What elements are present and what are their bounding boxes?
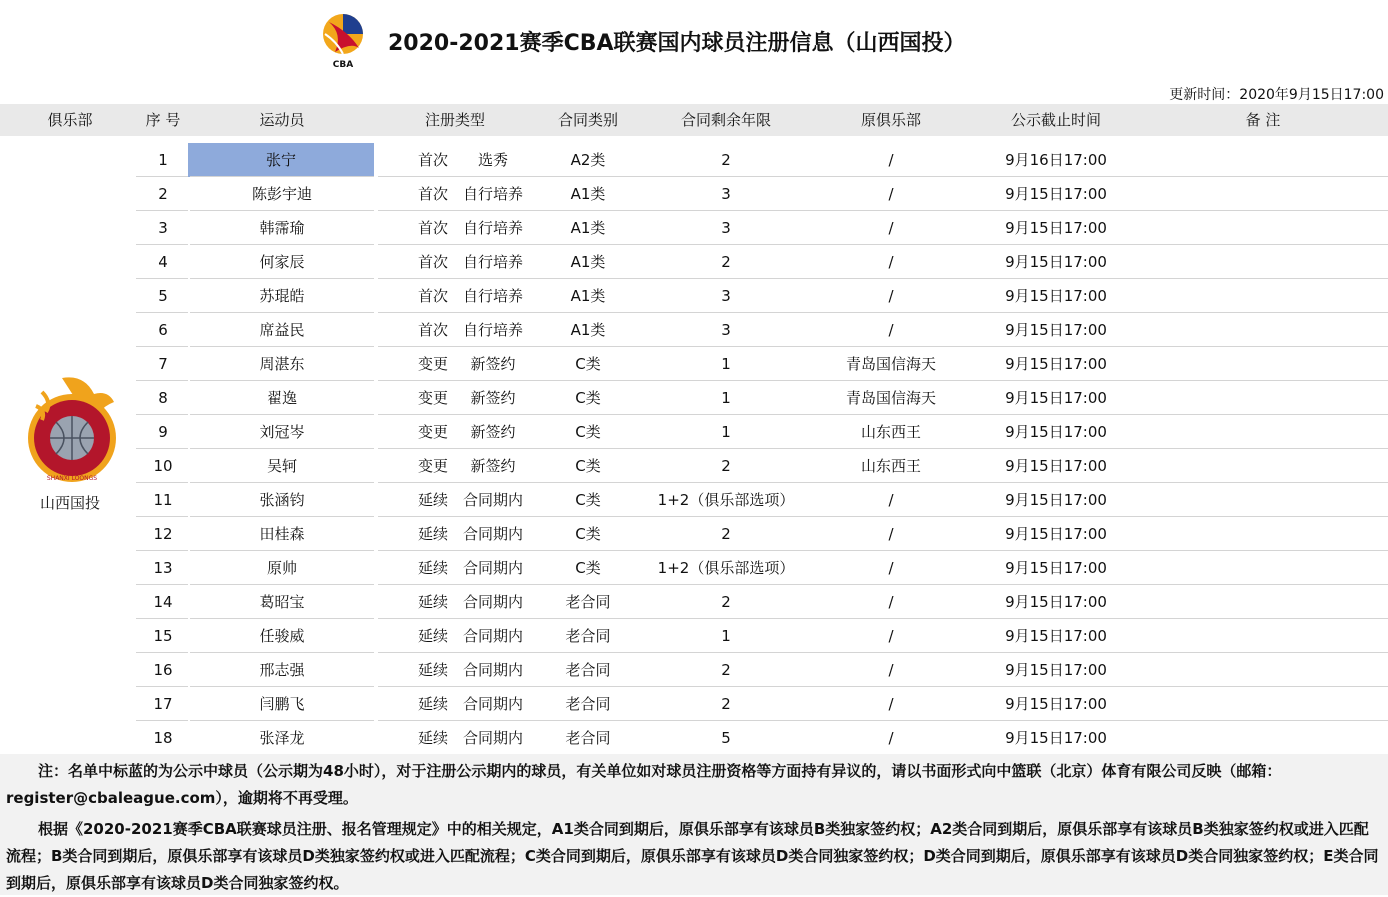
row-years: 2 — [721, 661, 731, 679]
row-player: 田桂森 — [259, 525, 305, 543]
row-contract-type: A2类 — [570, 151, 606, 169]
row-reg-type-2: 合同期内 — [462, 627, 523, 645]
row-num: 14 — [153, 593, 173, 611]
table-row — [0, 551, 1388, 585]
row-contract-type: 老合同 — [565, 661, 611, 679]
row-contract-type: A1类 — [570, 287, 606, 305]
col-player: 运动员 — [259, 111, 305, 129]
col-num: 序 号 — [145, 111, 181, 129]
row-deadline: 9月16日17:00 — [1005, 151, 1107, 169]
table-row — [0, 245, 1388, 279]
row-player: 任骏威 — [259, 627, 305, 645]
row-player: 韩霈瑜 — [259, 219, 305, 237]
row-deadline: 9月15日17:00 — [1005, 559, 1107, 577]
row-contract-type: C类 — [575, 457, 601, 475]
row-contract-type: C类 — [575, 355, 601, 373]
row-deadline: 9月15日17:00 — [1005, 457, 1107, 475]
page-title: 2020-2021赛季CBA联赛国内球员注册信息（山西国投） — [388, 31, 966, 56]
table-header — [0, 104, 1388, 136]
row-contract-type: 老合同 — [565, 627, 611, 645]
row-contract-type: A1类 — [570, 321, 606, 339]
row-deadline: 9月15日17:00 — [1005, 423, 1107, 441]
table-row — [0, 483, 1388, 517]
row-player: 葛昭宝 — [259, 593, 305, 611]
row-reg-type-1: 延续 — [417, 559, 448, 577]
row-reg-type-2: 新签约 — [470, 355, 516, 373]
row-reg-type-1: 延续 — [417, 593, 448, 611]
row-reg-type-1: 变更 — [417, 355, 448, 373]
row-num: 18 — [153, 729, 173, 747]
row-deadline: 9月15日17:00 — [1005, 219, 1107, 237]
row-orig-club: 青岛国信海天 — [845, 355, 936, 373]
row-years: 1 — [721, 355, 731, 373]
row-player: 周湛东 — [259, 355, 305, 373]
row-reg-type-1: 延续 — [417, 627, 448, 645]
row-orig-club: / — [888, 559, 894, 577]
table-row — [0, 313, 1388, 347]
row-reg-type-1: 变更 — [417, 389, 448, 407]
cba-logo-icon — [321, 12, 365, 70]
col-club: 俱乐部 — [47, 111, 93, 129]
row-contract-type: C类 — [575, 559, 601, 577]
col-deadline: 公示截止时间 — [1010, 111, 1101, 129]
row-years: 3 — [721, 219, 731, 237]
row-deadline: 9月15日17:00 — [1005, 661, 1107, 679]
row-reg-type-1: 延续 — [417, 525, 448, 543]
row-orig-club: / — [888, 321, 894, 339]
row-years: 1 — [721, 423, 731, 441]
row-deadline: 9月15日17:00 — [1005, 287, 1107, 305]
update-time: 更新时间：2020年9月15日17:00 — [1169, 87, 1384, 103]
row-orig-club: / — [888, 627, 894, 645]
row-years: 2 — [721, 593, 731, 611]
row-num: 7 — [158, 355, 168, 373]
row-deadline: 9月15日17:00 — [1005, 695, 1107, 713]
row-contract-type: 老合同 — [565, 729, 611, 747]
row-years: 3 — [721, 287, 731, 305]
row-years: 3 — [721, 185, 731, 203]
row-reg-type-2: 自行培养 — [462, 253, 523, 271]
row-num: 6 — [158, 321, 168, 339]
row-orig-club: 山东西王 — [860, 423, 921, 441]
row-orig-club: / — [888, 661, 894, 679]
row-player: 张宁 — [188, 143, 374, 177]
row-reg-type-2: 选秀 — [477, 151, 508, 169]
col-reg-type: 注册类型 — [424, 111, 485, 129]
row-player: 张泽龙 — [259, 729, 305, 747]
table-row — [0, 415, 1388, 449]
row-years: 2 — [721, 457, 731, 475]
row-years: 1+2（俱乐部选项） — [657, 491, 795, 509]
row-reg-type-2: 新签约 — [470, 389, 516, 407]
row-player: 刘冠岑 — [259, 423, 305, 441]
row-deadline: 9月15日17:00 — [1005, 729, 1107, 747]
row-years: 3 — [721, 321, 731, 339]
row-orig-club: / — [888, 729, 894, 747]
row-deadline: 9月15日17:00 — [1005, 389, 1107, 407]
row-orig-club: / — [888, 525, 894, 543]
row-num: 4 — [158, 253, 168, 271]
row-reg-type-2: 合同期内 — [462, 661, 523, 679]
page-header — [0, 0, 1388, 103]
row-years: 1 — [721, 389, 731, 407]
row-deadline: 9月15日17:00 — [1005, 525, 1107, 543]
row-orig-club: / — [888, 491, 894, 509]
row-reg-type-1: 首次 — [417, 185, 448, 203]
row-num: 16 — [153, 661, 173, 679]
club-name: 山西国投 — [39, 494, 100, 512]
row-reg-type-1: 延续 — [417, 729, 448, 747]
table-row — [0, 279, 1388, 313]
row-player: 张涵钧 — [259, 491, 305, 509]
table-row — [0, 449, 1388, 483]
row-reg-type-2: 合同期内 — [462, 525, 523, 543]
row-contract-type: 老合同 — [565, 593, 611, 611]
row-reg-type-2: 合同期内 — [462, 491, 523, 509]
row-num: 15 — [153, 627, 173, 645]
table-row — [0, 585, 1388, 619]
row-deadline: 9月15日17:00 — [1005, 355, 1107, 373]
row-years: 2 — [721, 253, 731, 271]
row-reg-type-2: 合同期内 — [462, 729, 523, 747]
row-player: 闫鹏飞 — [259, 695, 305, 713]
table-row — [0, 381, 1388, 415]
row-years: 5 — [721, 729, 731, 747]
row-player: 吴轲 — [266, 457, 297, 475]
row-contract-type: A1类 — [570, 253, 606, 271]
note-regulation: 根据《2020-2021赛季CBA联赛球员注册、报名管理规定》中的相关规定，A1类合同到期后，原俱乐部享有该球员B类独家签约权；A2类合同到期后，原俱乐部享有该球员B类独家签约权或进入匹配流程；B类合同到期后，原俱乐部享有该球员D类独家签约权或进入匹配流程；C类合同到期后，原俱乐部享有该球员D类合同独家签约权；D类合同到期后，原俱乐部享有该球员D类合同独家签约权；E类合同到期后，原俱乐部享有该球员D类合同独家签约权。 — [6, 820, 1379, 892]
row-reg-type-1: 首次 — [417, 219, 448, 237]
table-row — [0, 653, 1388, 687]
table-row — [0, 143, 1388, 177]
col-remark: 备 注 — [1245, 111, 1281, 129]
row-reg-type-1: 首次 — [417, 151, 448, 169]
row-num: 8 — [158, 389, 168, 407]
row-years: 1+2（俱乐部选项） — [657, 559, 795, 577]
row-player: 翟逸 — [266, 389, 297, 407]
col-orig-club: 原俱乐部 — [860, 111, 921, 129]
row-orig-club: / — [888, 593, 894, 611]
row-orig-club: / — [888, 151, 894, 169]
row-years: 2 — [721, 525, 731, 543]
table-row — [0, 177, 1388, 211]
row-years: 1 — [721, 627, 731, 645]
row-reg-type-1: 首次 — [417, 253, 448, 271]
row-reg-type-2: 新签约 — [470, 457, 516, 475]
row-reg-type-2: 自行培养 — [462, 321, 523, 339]
row-contract-type: C类 — [575, 525, 601, 543]
row-contract-type: A1类 — [570, 219, 606, 237]
row-reg-type-2: 合同期内 — [462, 559, 523, 577]
table-row — [0, 619, 1388, 653]
svg-text:CBA: CBA — [332, 60, 354, 70]
row-orig-club: / — [888, 185, 894, 203]
row-reg-type-2: 自行培养 — [462, 219, 523, 237]
row-player: 何家辰 — [259, 253, 305, 271]
row-reg-type-2: 合同期内 — [462, 695, 523, 713]
notes-section — [0, 754, 1388, 895]
row-contract-type: C类 — [575, 423, 601, 441]
row-deadline: 9月15日17:00 — [1005, 627, 1107, 645]
row-player: 邢志强 — [259, 661, 305, 679]
row-years: 2 — [721, 151, 731, 169]
row-deadline: 9月15日17:00 — [1005, 185, 1107, 203]
row-reg-type-2: 新签约 — [470, 423, 516, 441]
row-reg-type-2: 自行培养 — [462, 287, 523, 305]
row-num: 9 — [158, 423, 168, 441]
row-reg-type-2: 自行培养 — [462, 185, 523, 203]
row-player: 席益民 — [259, 321, 305, 339]
svg-text:SHANXI LOONGS: SHANXI LOONGS — [46, 475, 98, 482]
row-deadline: 9月15日17:00 — [1005, 321, 1107, 339]
row-deadline: 9月15日17:00 — [1005, 253, 1107, 271]
note-publicity: 注：名单中标蓝的为公示中球员（公示期为48小时），对于注册公示期内的球员，有关单位如对球员注册资格等方面持有异议的，请以书面形式向中篮联（北京）体育有限公司反映（邮箱：register@cbaleague.com），逾期将不再受理。 — [6, 762, 1282, 807]
row-reg-type-1: 首次 — [417, 287, 448, 305]
row-deadline: 9月15日17:00 — [1005, 491, 1107, 509]
row-deadline: 9月15日17:00 — [1005, 593, 1107, 611]
row-contract-type: C类 — [575, 491, 601, 509]
row-reg-type-1: 首次 — [417, 321, 448, 339]
row-orig-club: 山东西王 — [860, 457, 921, 475]
row-reg-type-1: 变更 — [417, 457, 448, 475]
row-contract-type: A1类 — [570, 185, 606, 203]
table-row — [0, 687, 1388, 721]
row-contract-type: C类 — [575, 389, 601, 407]
row-player: 陈彭宇迪 — [251, 185, 312, 203]
row-orig-club: / — [888, 253, 894, 271]
table-row — [0, 517, 1388, 551]
row-reg-type-1: 延续 — [417, 491, 448, 509]
row-num: 1 — [158, 151, 168, 169]
row-orig-club: / — [888, 287, 894, 305]
row-num: 11 — [153, 491, 173, 509]
row-num: 13 — [153, 559, 173, 577]
row-num: 3 — [158, 219, 168, 237]
row-reg-type-1: 变更 — [417, 423, 448, 441]
row-orig-club: / — [888, 695, 894, 713]
row-years: 2 — [721, 695, 731, 713]
row-reg-type-1: 延续 — [417, 695, 448, 713]
row-reg-type-2: 合同期内 — [462, 593, 523, 611]
row-orig-club: 青岛国信海天 — [845, 389, 936, 407]
row-num: 17 — [153, 695, 173, 713]
row-num: 12 — [153, 525, 173, 543]
row-num: 5 — [158, 287, 168, 305]
table-row — [0, 347, 1388, 381]
row-num: 2 — [158, 185, 168, 203]
col-contract-type: 合同类别 — [557, 111, 618, 129]
table-row — [0, 211, 1388, 245]
row-orig-club: / — [888, 219, 894, 237]
col-years: 合同剩余年限 — [680, 111, 771, 129]
row-player: 原帅 — [266, 559, 297, 577]
table-row — [0, 721, 1388, 755]
row-player: 苏琨皓 — [259, 287, 305, 305]
row-reg-type-1: 延续 — [417, 661, 448, 679]
row-contract-type: 老合同 — [565, 695, 611, 713]
row-num: 10 — [153, 457, 173, 475]
